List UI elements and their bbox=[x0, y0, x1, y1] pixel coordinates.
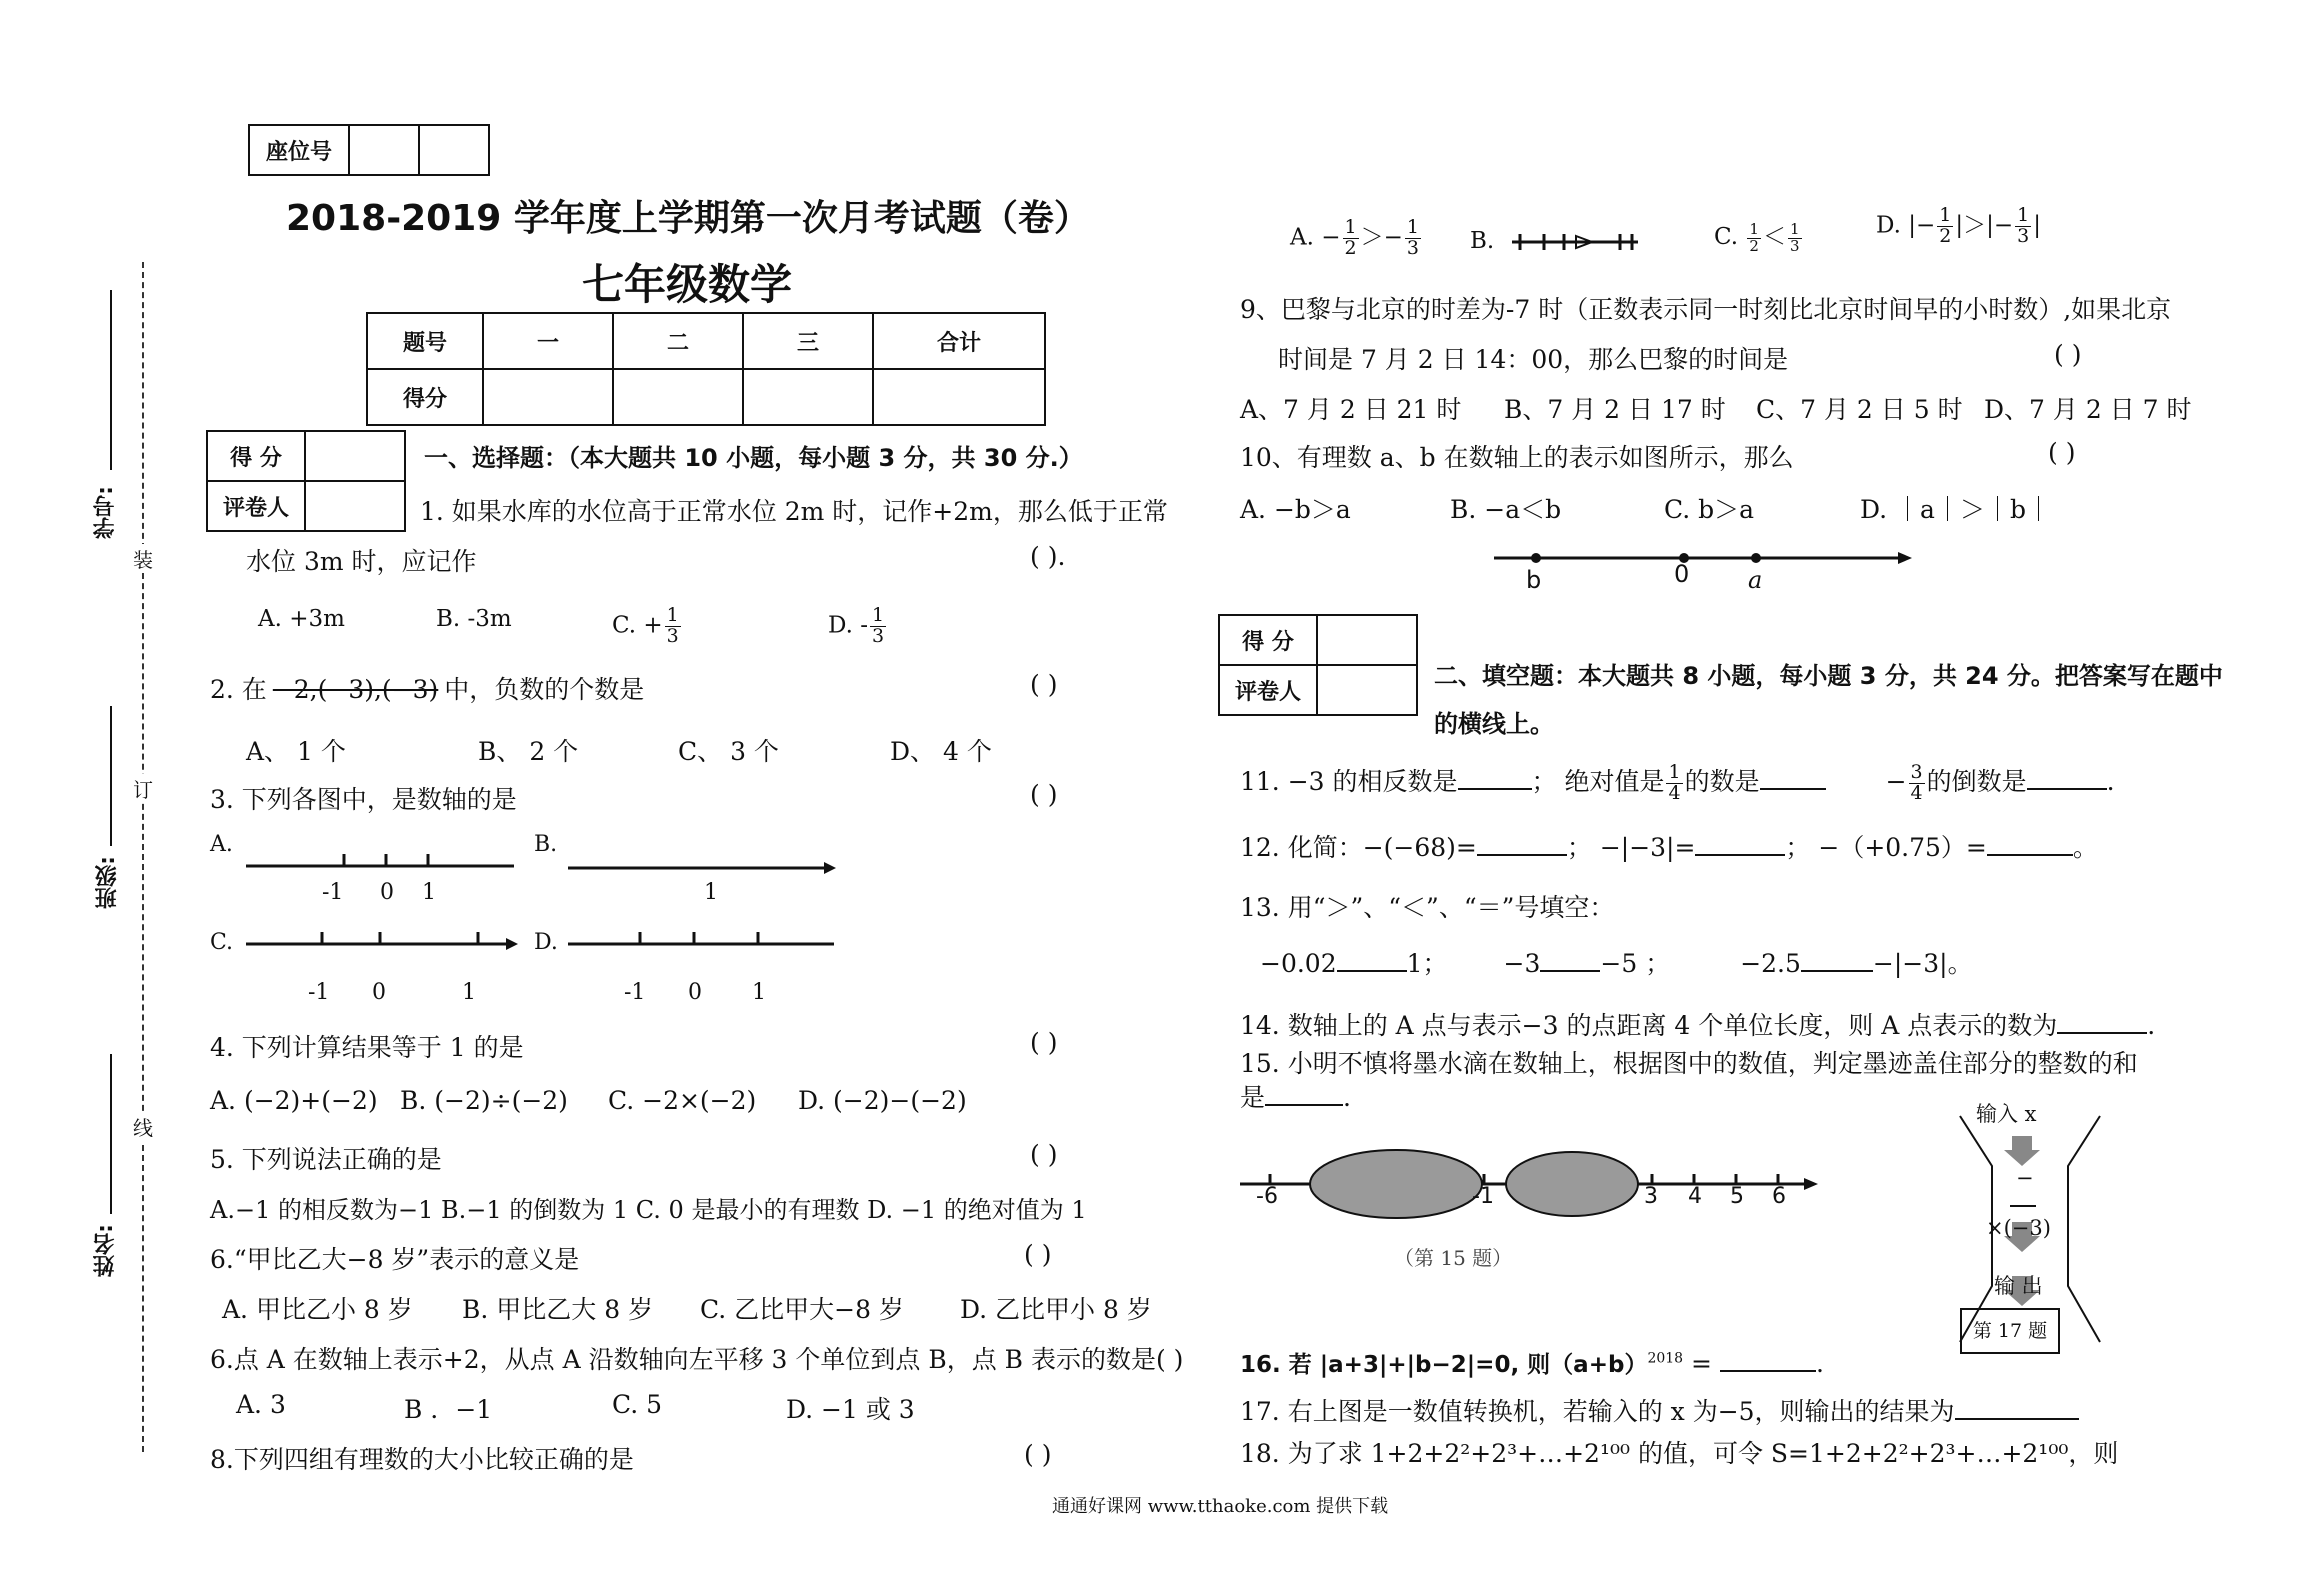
q1-opt-d[interactable]: D. - $\frac{1}{3}$ bbox=[828, 604, 885, 647]
name-label: 姓名: bbox=[93, 1224, 118, 1277]
grader-score-cell[interactable] bbox=[305, 431, 405, 481]
q9-line1: 9、巴黎与北京的时差为-7 时（正数表示同一时刻比北京时间早的小时数）,如果北京 bbox=[1240, 295, 2172, 324]
grader-score-label: 得 分 bbox=[1219, 615, 1317, 665]
q13-blank3[interactable] bbox=[1801, 970, 1873, 972]
q6-opt-b[interactable]: B. 甲比乙大 8 岁 bbox=[462, 1295, 654, 1324]
q12-blank2[interactable] bbox=[1695, 854, 1785, 856]
q10-axis-label-0: 0 bbox=[1674, 560, 1690, 588]
q12-a: 12. 化简：−(−68)= bbox=[1240, 833, 1477, 862]
q1-opt-a[interactable]: A. +3m bbox=[258, 606, 345, 632]
q16-exponent: 2018 bbox=[1647, 1350, 1684, 1367]
q2-post: 中，负数的个数是 bbox=[444, 675, 645, 704]
class-label: 班级: bbox=[95, 856, 120, 909]
student-no-line bbox=[110, 290, 112, 470]
class-line bbox=[110, 706, 112, 846]
q3-label-b[interactable]: B. bbox=[534, 832, 558, 857]
q8-opt-b-figure bbox=[1510, 232, 1640, 252]
grader-score-cell[interactable] bbox=[1317, 615, 1417, 665]
q15-tick: 6 bbox=[1772, 1184, 1786, 1209]
q15-tick: 3 bbox=[1644, 1184, 1658, 1209]
q10-opt-a[interactable]: A. −b＞a bbox=[1240, 495, 1351, 524]
q18: 18. 为了求 1+2+2²+2³+…+2¹⁰⁰ 的值，可令 S=1+2+2²+2³+…+2¹⁰⁰，则 bbox=[1240, 1439, 2119, 1468]
q1-line2: 水位 3m 时，应记作 bbox=[246, 547, 477, 576]
q5-stem: 5. 下列说法正确的是 bbox=[210, 1145, 442, 1174]
q13-blank2[interactable] bbox=[1540, 970, 1600, 972]
footer: 通通好课网 www.tthaoke.com 提供下载 bbox=[1052, 1496, 1389, 1517]
q17 bbox=[1240, 1392, 2079, 1428]
grader-name-cell[interactable] bbox=[1317, 665, 1417, 715]
score-header-cell: 三 bbox=[743, 313, 873, 369]
q8-stem: 8.下列四组有理数的大小比较正确的是 bbox=[210, 1445, 634, 1474]
score-table bbox=[366, 312, 1046, 426]
q15-tick: 4 bbox=[1688, 1184, 1702, 1209]
q3-label-d[interactable]: D. bbox=[534, 930, 558, 955]
q8-opt-c-label: C. bbox=[1714, 224, 1739, 250]
q1-opt-d-label: D. - bbox=[828, 612, 869, 639]
q13-a: −0.02 bbox=[1260, 949, 1337, 978]
q2-opt-b[interactable]: B、 2 个 bbox=[478, 737, 579, 766]
q13-a2: 1； bbox=[1406, 949, 1448, 978]
score-row-label: 得分 bbox=[367, 369, 483, 425]
q13-c2: −|−3|。 bbox=[1872, 949, 1973, 978]
score-cell[interactable] bbox=[483, 369, 613, 425]
seal-char: 订 bbox=[133, 774, 153, 803]
q2-paren: ( ) bbox=[1030, 670, 1058, 699]
q15-line1: 15. 小明不慎将墨水滴在数轴上，根据图中的数值，判定墨迹盖住部分的整数的和 bbox=[1240, 1049, 2138, 1078]
q11-d: 的倒数是 bbox=[1926, 767, 2027, 796]
q11-a: 11. −3 的相反数是 bbox=[1240, 767, 1458, 796]
q3-a-tick: 0 bbox=[380, 880, 394, 905]
q2-expr: −2,(−3),(−3) bbox=[272, 675, 439, 704]
q12-blank1[interactable] bbox=[1477, 854, 1567, 856]
q7-opt-c[interactable]: C. 5 bbox=[612, 1390, 663, 1419]
q3-axis-d bbox=[568, 928, 838, 958]
q3-axis-a bbox=[246, 850, 516, 880]
q9-opt-a[interactable]: A、7 月 2 日 21 时 bbox=[1240, 395, 1462, 424]
q7-opt-d[interactable]: D. −1 或 3 bbox=[786, 1395, 915, 1424]
binding-line bbox=[142, 262, 144, 1452]
seat-label: 座位号 bbox=[249, 125, 349, 175]
q3-label-c[interactable]: C. bbox=[210, 930, 234, 955]
seat-cell[interactable] bbox=[349, 125, 419, 175]
q10-paren: ( ) bbox=[2048, 438, 2076, 467]
q12-blank3[interactable] bbox=[1987, 854, 2073, 856]
q3-d-tick: -1 bbox=[624, 980, 646, 1005]
q17-input-label: 输入 x bbox=[1976, 1102, 2037, 1126]
q17-minus-label: − bbox=[2016, 1166, 2034, 1190]
q14: 14. 数轴上的 A 点与表示−3 的点距离 4 个单位长度，则 A 点表示的数为 . bbox=[1240, 1011, 2156, 1040]
q15-line2: 是 . bbox=[1240, 1083, 1351, 1112]
q16: 16. 若 |a+3|+|b−2|=0, 则$(a+b)^{2018}$ = . bbox=[1240, 1349, 1824, 1378]
score-header-cell: 一 bbox=[483, 313, 613, 369]
seat-cell[interactable] bbox=[419, 125, 489, 175]
q10-stem: 10、有理数 a、b 在数轴上的表示如图所示，那么 bbox=[1240, 443, 1794, 472]
seat-table bbox=[248, 124, 490, 176]
score-cell[interactable] bbox=[613, 369, 743, 425]
q17-output-label: 输 出 bbox=[1994, 1274, 2043, 1298]
q13-b: −3 bbox=[1503, 949, 1541, 978]
q9-paren: ( ) bbox=[2054, 340, 2082, 369]
grader-name-label: 评卷人 bbox=[1219, 665, 1317, 715]
q8-opt-d-label: D. bbox=[1876, 212, 1901, 239]
q8-opt-a[interactable]: A. − $\frac{1}{2}$ ＞− $\frac{1}{3}$ bbox=[1290, 216, 1419, 259]
q5-paren: ( ) bbox=[1030, 1140, 1058, 1169]
q8-opt-c[interactable]: C. $\frac{1}{2}$ ＜ $\frac{1}{3}$ bbox=[1714, 219, 1800, 255]
q11: 11. −3 的相反数是 ； 绝对值是 $\frac{1}{4}$ 的数是 − $\frac{3}{4}$ 的倒数是 . bbox=[1240, 761, 2115, 804]
section2-title-line2: 的横线上。 bbox=[1434, 710, 1554, 738]
q17-text: 17. 右上图是一数值转换机，若输入的 x 为−5，则输出的结果为 bbox=[1240, 1397, 1955, 1426]
q7-opt-a[interactable]: A. 3 bbox=[236, 1390, 286, 1419]
q4-opt-d[interactable]: D. (−2)−(−2) bbox=[798, 1086, 967, 1115]
exam-title: 2018-2019 学年度上学期第一次月考试题（卷） bbox=[286, 198, 1090, 239]
q15-ink-blot bbox=[1506, 1152, 1638, 1216]
q5-options[interactable]: A.−1 的相反数为−1 B.−1 的倒数为 1 C. 0 是最小的有理数 D. −1 的绝对值为 1 bbox=[210, 1196, 1087, 1224]
q17-caption: 第 17 题 bbox=[1960, 1308, 2060, 1354]
q1-line1: 1. 如果水库的水位高于正常水位 2m 时，记作+2m，那么低于正常 bbox=[420, 497, 1168, 526]
grader-name-label: 评卷人 bbox=[207, 481, 305, 531]
grader-table bbox=[206, 430, 406, 532]
q3-d-tick: 0 bbox=[688, 980, 702, 1005]
q4-paren: ( ) bbox=[1030, 1028, 1058, 1057]
q10-axis-label-b: b bbox=[1526, 566, 1542, 594]
q3-d-tick: 1 bbox=[752, 980, 766, 1005]
subject-title: 七年级数学 bbox=[582, 260, 793, 309]
q3-axis-c bbox=[246, 928, 522, 958]
q11-blank3[interactable] bbox=[2027, 788, 2107, 790]
q4-opt-c[interactable]: C. −2×(−2) bbox=[608, 1086, 757, 1115]
section1-title: 一、选择题：（本大题共 10 小题，每小题 3 分，共 30 分.） bbox=[424, 444, 1083, 472]
q2-stem bbox=[210, 670, 644, 706]
q15-tick: -1 bbox=[1472, 1184, 1494, 1209]
score-header-cell: 合计 bbox=[873, 313, 1045, 369]
q8-opt-a-label: A. bbox=[1290, 224, 1314, 251]
grader-score-label: 得 分 bbox=[207, 431, 305, 481]
q9-opt-c[interactable]: C、7 月 2 日 5 时 bbox=[1756, 395, 1963, 424]
q9-opt-b[interactable]: B、7 月 2 日 17 时 bbox=[1504, 395, 1726, 424]
q16-text: 16. 若 |a+3|+|b−2|=0, 则（a+b） bbox=[1240, 1352, 1648, 1378]
name-line bbox=[110, 1054, 112, 1214]
q2-opt-a[interactable]: A、 1 个 bbox=[246, 737, 346, 766]
q15-tick: 5 bbox=[1730, 1184, 1744, 1209]
score-header-cell: 二 bbox=[613, 313, 743, 369]
q6-opt-c[interactable]: C. 乙比甲大−8 岁 bbox=[700, 1295, 904, 1324]
q3-paren: ( ) bbox=[1030, 780, 1058, 809]
q11-blank2[interactable] bbox=[1760, 788, 1826, 790]
q3-axis-b bbox=[568, 852, 838, 882]
q6-paren: ( ) bbox=[1024, 1240, 1052, 1269]
q15-tick: -6 bbox=[1256, 1184, 1278, 1209]
student-no-label: 学号: bbox=[93, 486, 118, 539]
q17-times-label: ×(−3) bbox=[1986, 1216, 2051, 1240]
q3-c-tick: -1 bbox=[308, 980, 330, 1005]
q4-opt-b[interactable]: B. (−2)÷(−2) bbox=[400, 1086, 568, 1115]
q3-label-a[interactable]: A. bbox=[210, 832, 233, 857]
q4-opt-a[interactable]: A. (−2)+(−2) bbox=[210, 1086, 378, 1115]
q14-blank[interactable] bbox=[2057, 1032, 2147, 1034]
q1-paren: ( ). bbox=[1030, 542, 1066, 571]
q6-opt-d[interactable]: D. 乙比甲小 8 岁 bbox=[960, 1295, 1152, 1324]
q10-axis-label-a: a bbox=[1748, 566, 1763, 594]
q8-opt-d[interactable]: D. |− $\frac{1}{2}$ |＞|− $\frac{1}{3}$ | bbox=[1876, 204, 2041, 247]
q10-opt-b[interactable]: B. −a＜b bbox=[1450, 495, 1562, 524]
section2-title-line1: 二、填空题：本大题共 8 小题，每小题 3 分，共 24 分。把答案写在题中 bbox=[1434, 662, 2223, 690]
q2-pre: 2. 在 bbox=[210, 675, 267, 704]
q11-c: 的数是 bbox=[1684, 767, 1760, 796]
q10-axis bbox=[1494, 544, 1914, 574]
grader-table-right bbox=[1218, 614, 1418, 716]
q13-c: −2.5 bbox=[1740, 949, 1801, 978]
q10-opt-c[interactable]: C. b＞a bbox=[1664, 495, 1755, 524]
q3-c-tick: 1 bbox=[462, 980, 476, 1005]
q10-opt-d[interactable]: D. ｜a｜＞｜b｜ bbox=[1860, 495, 2051, 524]
q14-text: 14. 数轴上的 A 点与表示−3 的点距离 4 个单位长度，则 A 点表示的数为 bbox=[1240, 1011, 2058, 1040]
q15-blank[interactable] bbox=[1265, 1104, 1343, 1106]
q12-c: ； −（+0.75）= bbox=[1785, 833, 1987, 862]
grader-name-cell[interactable] bbox=[305, 481, 405, 531]
q9-opt-d[interactable]: D、7 月 2 日 7 时 bbox=[1984, 395, 2192, 424]
q7-stem: 6.点 A 在数轴上表示+2，从点 A 沿数轴向左平移 3 个单位到点 B，点 B 表示的数是( ) bbox=[210, 1345, 1184, 1374]
q1-opt-b[interactable]: B. -3m bbox=[436, 606, 512, 632]
q13-stem: 13. 用“＞”、“＜”、“＝”号填空： bbox=[1240, 893, 1615, 922]
q6-opt-a[interactable]: A. 甲比乙小 8 岁 bbox=[222, 1295, 413, 1324]
q11-blank1[interactable] bbox=[1458, 788, 1532, 790]
q2-opt-c[interactable]: C、 3 个 bbox=[678, 737, 779, 766]
q3-c-tick: 0 bbox=[372, 980, 386, 1005]
q6-stem: 6.“甲比乙大−8 岁”表示的意义是 bbox=[210, 1245, 580, 1274]
q3-b-tick: 1 bbox=[704, 880, 718, 905]
score-header-cell: 题号 bbox=[367, 313, 483, 369]
q3-a-tick: -1 bbox=[322, 880, 344, 905]
q7-opt-b[interactable]: B ．−1 bbox=[404, 1395, 493, 1424]
q17-blank[interactable] bbox=[1955, 1418, 2079, 1420]
q12-b: ； −|−3|= bbox=[1566, 833, 1696, 862]
q8-opt-b[interactable] bbox=[1470, 228, 1494, 254]
q15-ink-blot bbox=[1310, 1150, 1482, 1218]
q1-opt-c[interactable]: C. + $\frac{1}{3}$ bbox=[612, 604, 679, 647]
q11-b: ； 绝对值是 bbox=[1531, 767, 1665, 796]
q8-opt-b-label: B. bbox=[1470, 228, 1495, 254]
seal-char: 线 bbox=[133, 1112, 153, 1141]
q2-opt-d[interactable]: D、 4 个 bbox=[890, 737, 992, 766]
score-cell[interactable] bbox=[873, 369, 1045, 425]
q3-a-tick: 1 bbox=[422, 880, 436, 905]
q13-b2: −5 ； bbox=[1600, 949, 1671, 978]
q13-parts bbox=[1260, 944, 1973, 980]
q16-blank[interactable] bbox=[1720, 1370, 1816, 1372]
q4-stem: 4. 下列计算结果等于 1 的是 bbox=[210, 1033, 524, 1062]
q13-blank1[interactable] bbox=[1337, 970, 1407, 972]
q3-stem: 3. 下列各图中，是数轴的是 bbox=[210, 785, 517, 814]
q15-line2-text: 是 bbox=[1240, 1083, 1266, 1112]
q9-line2: 时间是 7 月 2 日 14：00，那么巴黎的时间是 bbox=[1278, 345, 1789, 374]
q8-paren: ( ) bbox=[1024, 1440, 1052, 1469]
q12: 12. 化简：−(−68)= ； −|−3|= ； −（+0.75）= 。 bbox=[1240, 833, 2098, 862]
q15-caption: （第 15 题） bbox=[1394, 1246, 1513, 1270]
seal-char: 装 bbox=[133, 544, 153, 573]
q1-opt-c-label: C. + bbox=[612, 612, 663, 639]
score-cell[interactable] bbox=[743, 369, 873, 425]
